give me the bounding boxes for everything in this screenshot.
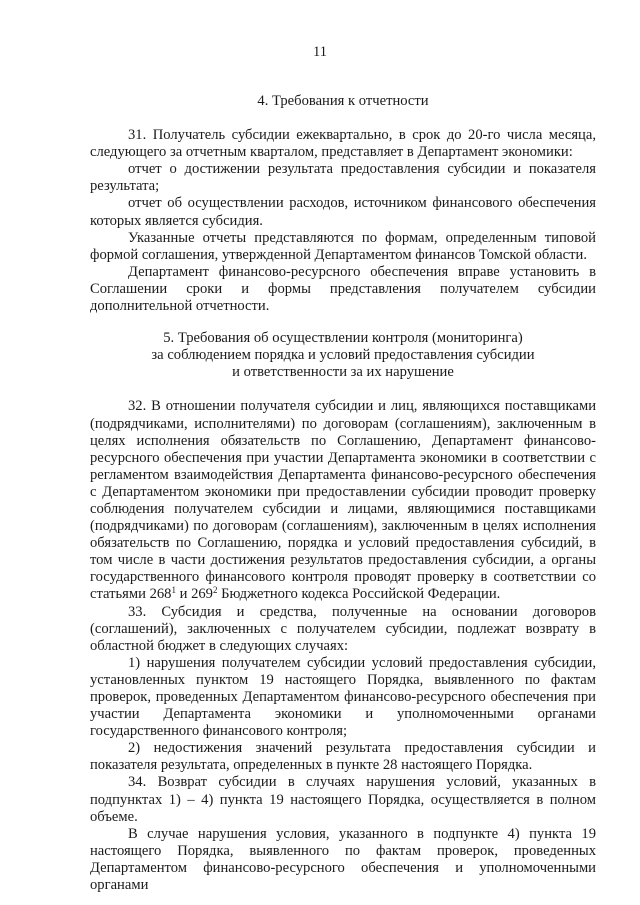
section-4-heading: 4. Требования к отчетности	[257, 93, 429, 109]
paragraph-34: 34. Возврат субсидии в случаях нарушения условий, указанных в подпунктах 1) – 4) пункта 19 настоящего Порядка, осуществляется в полном объеме.	[90, 774, 596, 825]
paragraph-33-item-1: 1) нарушения получателем субсидии условий предоставления субсидии, установленных пунктом 19 настоящего Порядка, выявленного по фактам проверок, проведенных Департаментом финансово-ресурсного обеспечения при участии Департамента экономики и уполномоченными органами государственного финансового контроля;	[90, 654, 596, 740]
report-item-expenses: отчет об осуществлении расходов, источником финансового обеспечения которых является субсидия.	[90, 195, 596, 229]
document-body	[90, 93, 596, 894]
page-number: 11	[313, 44, 327, 60]
paragraph-33-item-2: 2) недостижения значений результата предоставления субсидии и показателя результата, определенных в пункте 28 настоящего Порядка.	[90, 740, 596, 774]
paragraph-32	[90, 398, 596, 603]
article-268-superscript: 1	[171, 585, 176, 596]
article-269-superscript: 2	[212, 585, 218, 596]
section-5-heading-line-2: за соблюдением порядка и условий предоставления субсидии	[151, 347, 535, 364]
report-item-result: отчет о достижении результата предоставления субсидии и показателя результата;	[90, 161, 596, 195]
section-5-heading-line-3: и ответственности за их нарушение	[232, 364, 454, 381]
paragraph-32-text: 32. В отношении получателя субсидии и лиц, являющихся поставщиками (подрядчиками, исполнителями) по договорам (соглашениям), заключенным в целях исполнения обязательств по Соглашению, Департамент финансово-ресурсного обеспечения при участии Департамента экономики в соответствии с регламентом взаимодействия Департамента финансово-ресурсного обеспечения с Департаментом экономики при предоставлении субсидии проводит проверку соблюдения получателем субсидии и лицами, являющимися поставщиками (подрядчиками) по договорам (соглашениям), заключенным в целях исполнения обязательств по Соглашению, порядка и условий предоставления субсидий, в том числе в части достижения результатов предоставления субсидии, а органы государственного финансового контроля проводят проверку в соответствии со статьями 268	[90, 398, 596, 603]
paragraph-32-and: и 269	[175, 586, 213, 603]
paragraph-31: 31. Получатель субсидии ежеквартально, в срок до 20-го числа месяца, следующего за отчетным кварталом, представляет в Департамент экономики:	[90, 127, 596, 161]
section-5-heading-line-1: 5. Требования об осуществлении контроля (мониторинга)	[163, 330, 523, 347]
paragraph-34-violation-case: В случае нарушения условия, указанного в подпункте 4) пункта 19 настоящего Порядка, выявленного по фактам проверок, проведенных Департаментом финансово-ресурсного обеспечения и уполномоченными органами	[90, 825, 596, 894]
paragraph-report-forms: Указанные отчеты представляются по формам, определенным типовой формой соглашения, утвержденной Департаментом финансов Томской области.	[90, 229, 596, 263]
paragraph-33: 33. Субсидия и средства, полученные на основании договоров (соглашений), заключенных с получателем субсидии, подлежат возврату в областной бюджет в следующих случаях:	[90, 603, 596, 654]
paragraph-32-end: Бюджетного кодекса Российской Федерации.	[217, 586, 501, 603]
section-5-heading	[90, 330, 596, 381]
paragraph-additional-reporting: Департамент финансово-ресурсного обеспечения вправе установить в Соглашении сроки и формы представления получателем субсидии дополнительной отчетности.	[90, 263, 596, 315]
